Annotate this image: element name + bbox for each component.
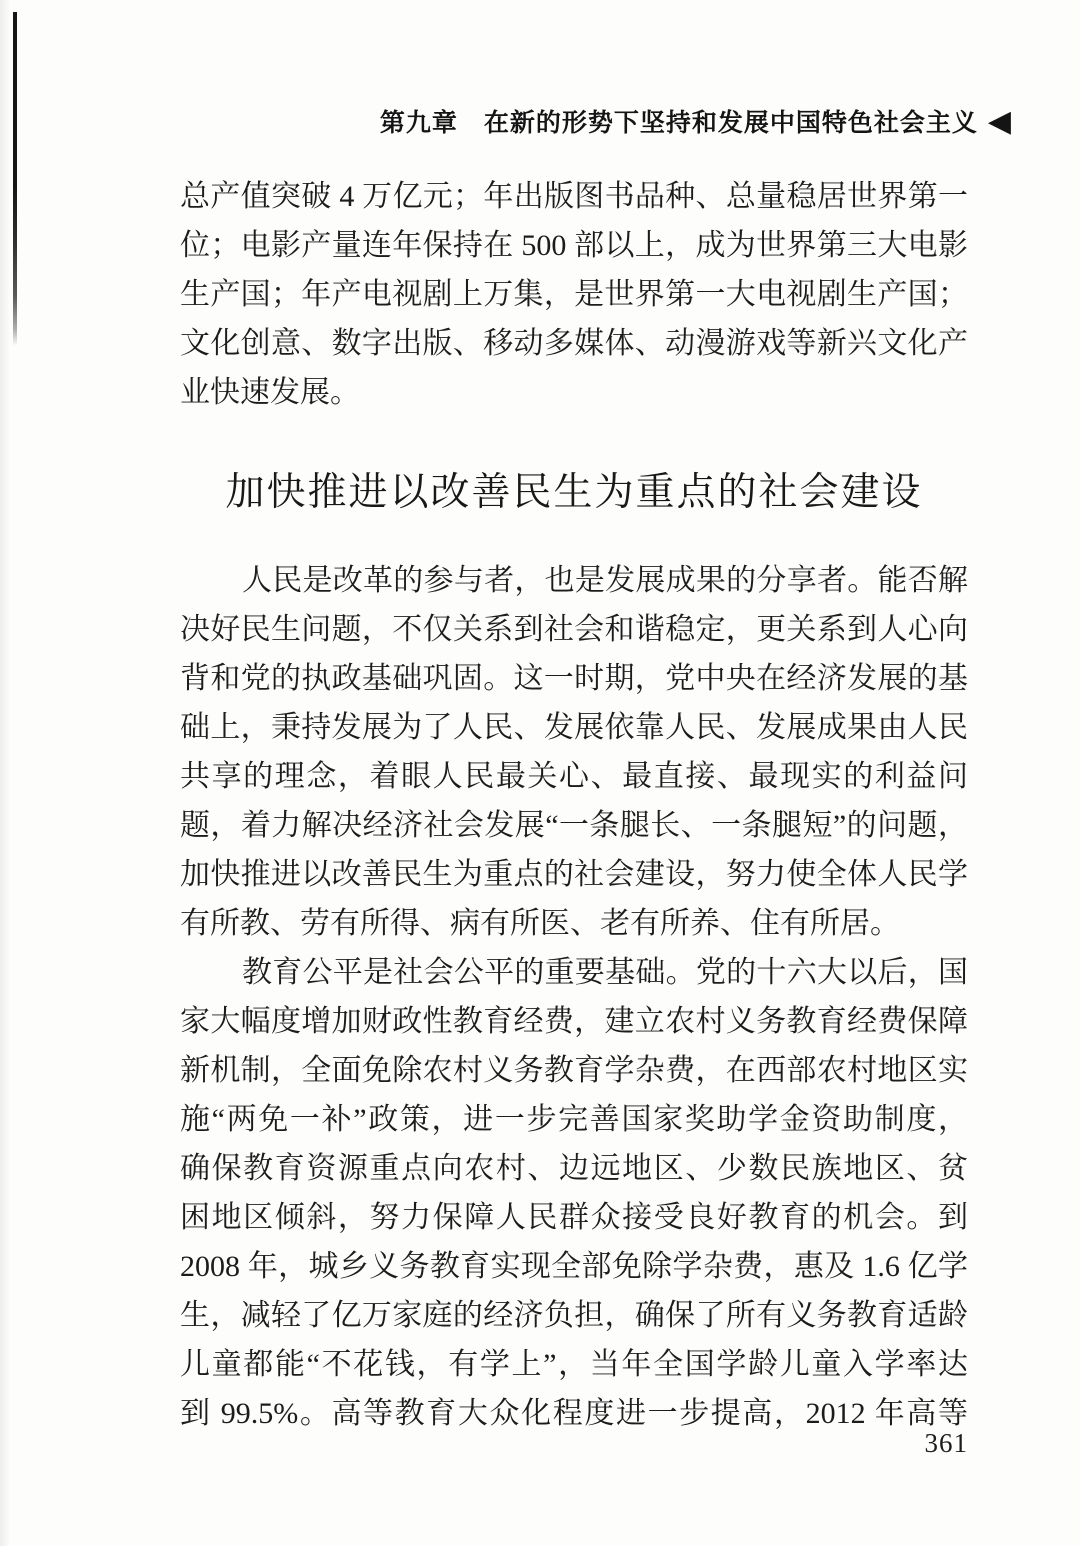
text-line: 生产国；年产电视剧上万集，是世界第一大电视剧生产国； [180,278,968,311]
text-line: 困地区倾斜，努力保障人民群众接受良好教育的机会。到 [180,1201,968,1234]
scan-artifact-line [13,12,17,346]
text-line: 到 99.5%。高等教育大众化程度进一步提高，2012 年高等 [180,1397,968,1430]
section-heading: 加快推进以改善民生为重点的社会建设 [225,471,923,514]
back-triangle-icon: ◀ [987,104,1012,139]
text-line: 新机制，全面免除农村义务教育学杂费，在西部农村地区实 [180,1054,968,1087]
text-line: 共享的理念，着眼人民最关心、最直接、最现实的利益问 [180,760,968,793]
running-header [180,103,1012,139]
text-line: 题，着力解决经济社会发展“一条腿长、一条腿短”的问题， [180,809,968,842]
text-line: 总产值突破 4 万亿元；年出版图书品种、总量稳居世界第一 [180,180,968,213]
body-text [180,556,968,1438]
text-line: 2008 年，城乡义务教育实现全部免除学杂费，惠及 1.6 亿学 [180,1250,968,1283]
text-line: 儿童都能“不花钱，有学上”，当年全国学龄儿童入学率达 [180,1348,968,1381]
text-line: 业快速发展。 [180,376,360,409]
page-number: 361 [924,1428,968,1458]
text-line: 文化创意、数字出版、移动多媒体、动漫游戏等新兴文化产 [180,327,968,360]
text-line: 人民是改革的参与者，也是发展成果的分享者。能否解 [242,564,968,597]
text-line: 确保教育资源重点向农村、边远地区、少数民族地区、贫 [180,1152,968,1185]
text-line: 位；电影产量连年保持在 500 部以上，成为世界第三大电影 [180,229,968,262]
text-line: 决好民生问题，不仅关系到社会和谐稳定，更关系到人心向 [180,613,968,646]
chapter-title: 在新的形势下坚持和发展中国特色社会主义 [483,109,978,137]
text-line: 生，减轻了亿万家庭的经济负担，确保了所有义务教育适龄 [180,1299,968,1332]
text-line: 础上，秉持发展为了人民、发展依靠人民、发展成果由人民 [180,711,968,744]
text-line: 家大幅度增加财政性教育经费，建立农村义务教育经费保障 [180,1005,968,1038]
text-line: 施“两免一补”政策，进一步完善国家奖助学金资助制度， [180,1103,968,1136]
text-line: 教育公平是社会公平的重要基础。党的十六大以后，国 [242,956,968,989]
text-line: 加快推进以改善民生为重点的社会建设，努力使全体人民学 [180,858,968,891]
paragraph-continuation [180,172,968,417]
text-line: 背和党的执政基础巩固。这一时期，党中央在经济发展的基 [180,662,968,695]
chapter-label: 第九章 [379,109,458,137]
text-line: 有所教、劳有所得、病有所医、老有所养、住有所居。 [180,907,900,940]
